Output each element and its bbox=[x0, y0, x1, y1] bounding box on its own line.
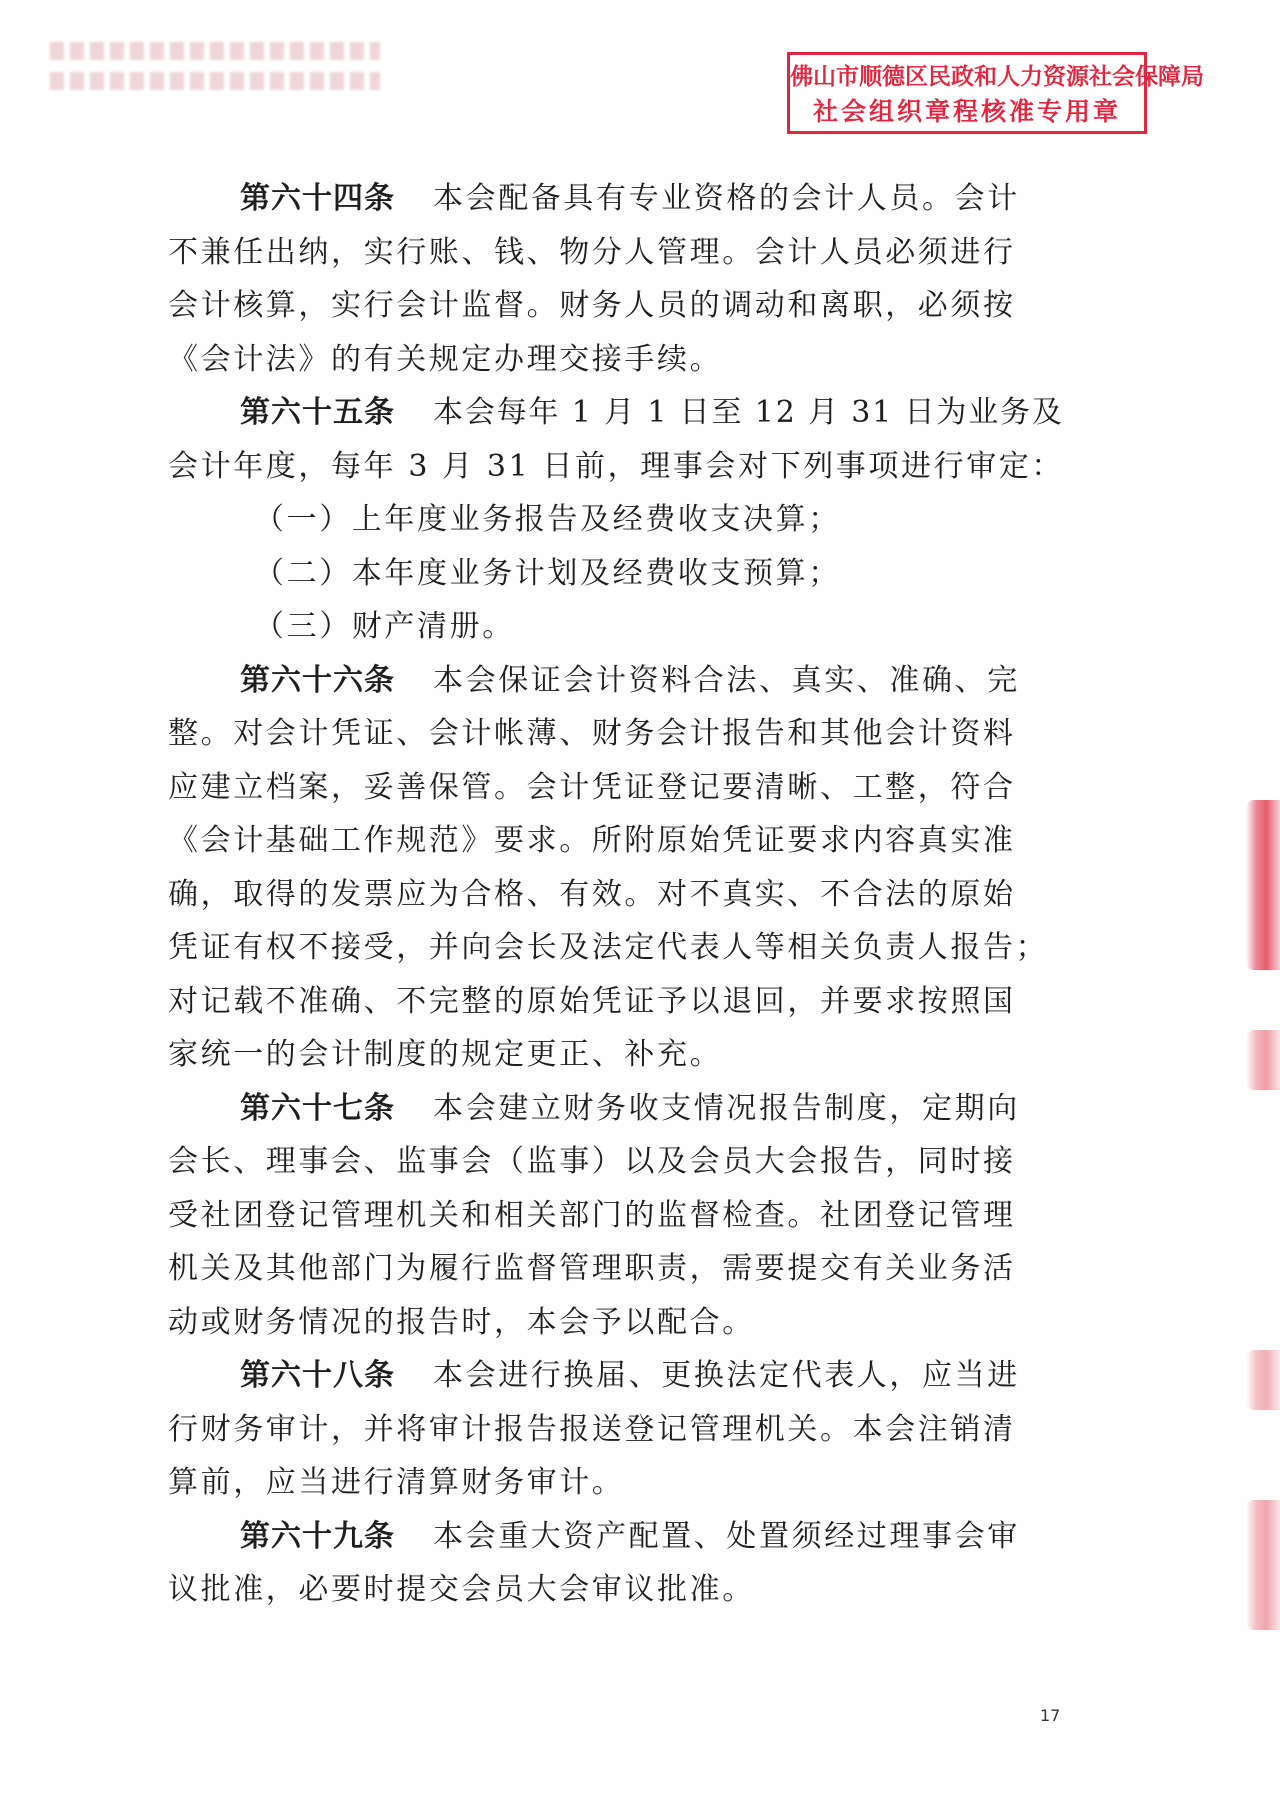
article-text-line: 家统一的会计制度的规定更正、补充。 bbox=[168, 1037, 723, 1072]
article-text-line: 对记载不准确、不完整的原始凭证予以退回，并要求按照国 bbox=[168, 983, 1016, 1019]
stamp-line-2: 社会组织章程核准专用章 bbox=[812, 97, 1121, 126]
article-text-line: 动或财务情况的报告时，本会予以配合。 bbox=[168, 1304, 755, 1340]
article-text-line: 会长、理事会、监事会（监事）以及会员大会报告，同时接 bbox=[168, 1144, 1016, 1179]
article-text-line: 受社团登记管理机关和相关部门的监督检查。社团登记管理 bbox=[168, 1197, 1016, 1233]
seam-stamp-mark bbox=[1246, 1500, 1280, 1630]
article-first-line bbox=[168, 1510, 1068, 1564]
article-text-line: 行财务审计，并将审计报告报送登记管理机关。本会注销清 bbox=[168, 1411, 1016, 1447]
article-69 bbox=[168, 1510, 1068, 1617]
seam-stamp-mark bbox=[1246, 1350, 1280, 1410]
article-title: 第六十七条 bbox=[240, 1090, 395, 1126]
article-65 bbox=[168, 386, 1068, 654]
article-text: 本会保证会计资料合法、真实、准确、完 bbox=[433, 662, 1020, 698]
article-text-line: 议批准，必要时提交会员大会审议批准。 bbox=[168, 1572, 755, 1607]
article-title: 第六十六条 bbox=[240, 662, 395, 698]
article-first-line bbox=[168, 172, 1068, 226]
article-list-item: （三）财产清册。 bbox=[254, 609, 515, 644]
article-first-line bbox=[168, 1082, 1068, 1136]
article-text-line: 会计核算，实行会计监督。财务人员的调动和离职，必须按 bbox=[168, 288, 1016, 323]
seam-stamp-mark bbox=[1246, 800, 1280, 970]
article-list-item: （一）上年度业务报告及经费收支决算； bbox=[254, 502, 841, 537]
article-text-line: 凭证有权不接受，并向会长及法定代表人等相关负责人报告； bbox=[168, 930, 1049, 965]
article-title: 第六十九条 bbox=[240, 1518, 395, 1554]
faint-offset-print bbox=[50, 42, 380, 112]
article-text-line: 整。对会计凭证、会计帐薄、财务会计报告和其他会计资料 bbox=[168, 716, 1016, 751]
article-67 bbox=[168, 1082, 1068, 1350]
article-text-line: 《会计法》的有关规定办理交接手续。 bbox=[168, 341, 723, 377]
document-body bbox=[168, 172, 1068, 1617]
article-text-line: 确，取得的发票应为合格、有效。对不真实、不合法的原始 bbox=[168, 876, 1016, 912]
page-number: 17 bbox=[1040, 1706, 1061, 1725]
article-first-line bbox=[168, 654, 1068, 708]
article-first-line bbox=[168, 1349, 1068, 1403]
article-text-line: 算前，应当进行清算财务审计。 bbox=[168, 1465, 625, 1500]
article-text: 本会每年 1 月 1 日至 12 月 31 日为业务及 bbox=[433, 395, 1064, 430]
article-text-line: 不兼任出纳，实行账、钱、物分人管理。会计人员必须进行 bbox=[168, 234, 1016, 270]
article-66 bbox=[168, 654, 1068, 1082]
article-64 bbox=[168, 172, 1068, 386]
article-title: 第六十五条 bbox=[240, 395, 395, 430]
article-text: 本会重大资产配置、处置须经过理事会审 bbox=[433, 1518, 1020, 1554]
article-text-line: 机关及其他部门为履行监督管理职责，需要提交有关业务活 bbox=[168, 1251, 1016, 1286]
approval-stamp bbox=[787, 52, 1204, 134]
article-first-line bbox=[168, 386, 1068, 440]
article-text-line: 会计年度，每年 3 月 31 日前，理事会对下列事项进行审定： bbox=[168, 448, 1065, 484]
article-title: 第六十四条 bbox=[240, 181, 395, 216]
article-list-item: （二）本年度业务计划及经费收支预算； bbox=[254, 555, 841, 591]
article-text: 本会建立财务收支情况报告制度，定期向 bbox=[433, 1090, 1020, 1126]
article-text: 本会配备具有专业资格的会计人员。会计 bbox=[433, 181, 1020, 216]
article-68 bbox=[168, 1349, 1068, 1510]
seam-stamp-mark bbox=[1246, 1030, 1280, 1090]
stamp-line-1: 佛山市顺德区民政和人力资源社会保障局 bbox=[790, 64, 1204, 90]
article-text: 本会进行换届、更换法定代表人，应当进 bbox=[433, 1358, 1020, 1393]
article-text-line: 《会计基础工作规范》要求。所附原始凭证要求内容真实准 bbox=[168, 823, 1016, 858]
article-text-line: 应建立档案，妥善保管。会计凭证登记要清晰、工整，符合 bbox=[168, 769, 1016, 805]
article-title: 第六十八条 bbox=[240, 1358, 395, 1393]
